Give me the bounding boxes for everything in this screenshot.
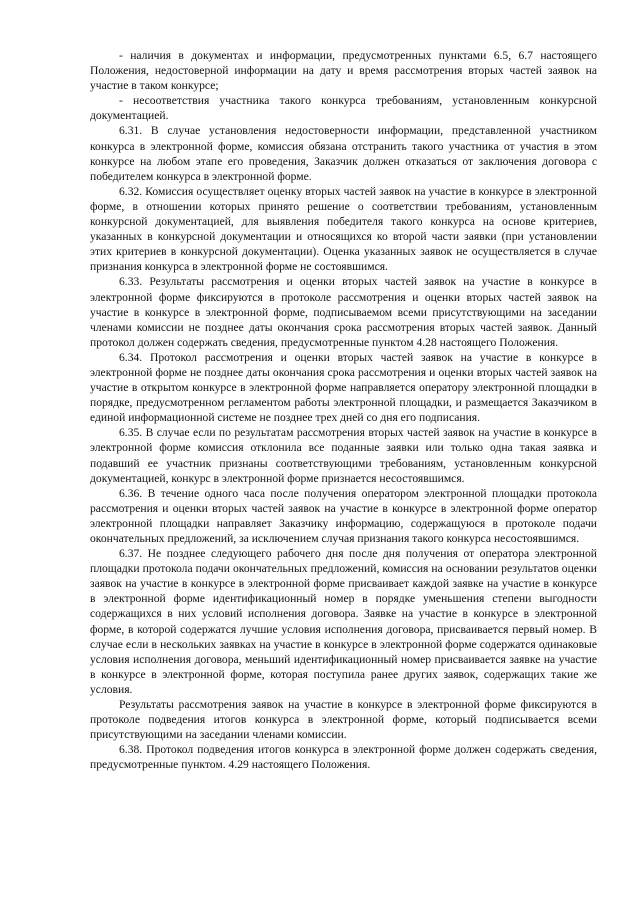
paragraph-6-36: 6.36. В течение одного часа после получения оператором электронной площадки протокола рассмотрения и оценки вторых частей заявок на участие в конкурсе в электронной форме оператор электронной площадки направляет Заказчику информацию, содержащуюся в протоколе подачи окончательных предложений, за исключением случая признания такого конкурса несостоявшимся. xyxy=(90,486,597,545)
paragraph-6-35: 6.35. В случае если по результатам рассмотрения вторых частей заявок на участие в конкурсе в электронной форме комиссия отклонила все поданные заявки или только одна такая заявка и подавший ее участник признаны соответствующими требованиям, установленным конкурсной документацией, конкурс в электронной форме признается несостоявшимся. xyxy=(90,426,597,485)
paragraph-6-31: 6.31. В случае установления недостоверности информации, представленной участником конкурса в электронной форме, комиссия обязана отстранить такого участника от участия в этом конкурсе на любом этапе его проведения, Заказчик должен отказаться от заключения договора с победителем конкурса в электронной форме. xyxy=(90,124,597,183)
paragraph-6-32: 6.32. Комиссия осуществляет оценку вторых частей заявок на участие в конкурсе в электронной форме, в отношении которых принято решение о соответствии требованиям, установленным конкурсной документацией, для выявления победителя такого конкурса на основе критериев, указанных в конкурсной документации и относящихся ко второй части заявки (при установлении этих критериев в конкурсной документации). Оценка указанных заявок не осуществляется в случае признания конкурса в электронной форме не состоявшимся. xyxy=(90,184,597,274)
paragraph-results-fixation: Результаты рассмотрения заявок на участие в конкурсе в электронной форме фиксируются в протоколе подведения итогов конкурса в электронной форме, который подписывается всеми присутствующими на заседании членами комиссии. xyxy=(90,698,597,742)
paragraph-6-37: 6.37. Не позднее следующего рабочего дня после дня получения от оператора электронной площадки протокола подачи окончательных предложений, комиссия на основании результатов оценки заявок на участие в конкурсе в электронной форме присваивает каждой заявке на участие в конкурсе в электронной форме идентификационный номер в порядке уменьшения степени выгодности содержащихся в них условий исполнения договора. Заявке на участие в конкурсе в электронной форме, в которой содержатся лучшие условия исполнения договора, присваивается первый номер. В случае если в нескольких заявках на участие в конкурсе в электронной форме содержатся одинаковые условия исполнения договора, меньший идентификационный номер присваивается заявке на участие в конкурсе в электронной форме, которая поступила ранее других заявок, содержащих такие же условия. xyxy=(90,547,597,696)
document-page xyxy=(90,48,597,773)
paragraph-6-33: 6.33. Результаты рассмотрения и оценки вторых частей заявок на участие в конкурсе в электронной форме фиксируются в протоколе рассмотрения и оценки вторых частей заявок на участие в конкурсе в электронной форме, подписываемом всеми присутствующими на заседании членами комиссии не позднее даты окончания срока рассмотрения вторых частей заявок. Данный протокол должен содержать сведения, предусмотренные пунктом 4.28 настоящего Положения. xyxy=(90,275,597,349)
paragraph-6-34: 6.34. Протокол рассмотрения и оценки вторых частей заявок на участие в конкурсе в электронной форме не позднее даты окончания срока рассмотрения и оценки вторых частей заявок на участие в открытом конкурсе в электронной форме направляется оператору электронной площадки в порядке, предусмотренном регламентом работы электронной площадки, и размещается Заказчиком в единой информационной системе не позднее трех дней со дня его подписания. xyxy=(90,350,597,425)
paragraph-dash-inaccurate-info: - наличия в документах и информации, предусмотренных пунктами 6.5, 6.7 настоящего Положения, недостоверной информации на дату и время рассмотрения вторых частей заявок на участие в таком конкурсе; xyxy=(90,49,597,93)
paragraph-dash-nonconformity: - несоответствия участника такого конкурса требованиям, установленным конкурсной документацией. xyxy=(90,94,597,123)
paragraph-6-38: 6.38. Протокол подведения итогов конкурса в электронной форме должен содержать сведения, предусмотренные пунктом. 4.29 настоящего Положения. xyxy=(90,743,597,772)
